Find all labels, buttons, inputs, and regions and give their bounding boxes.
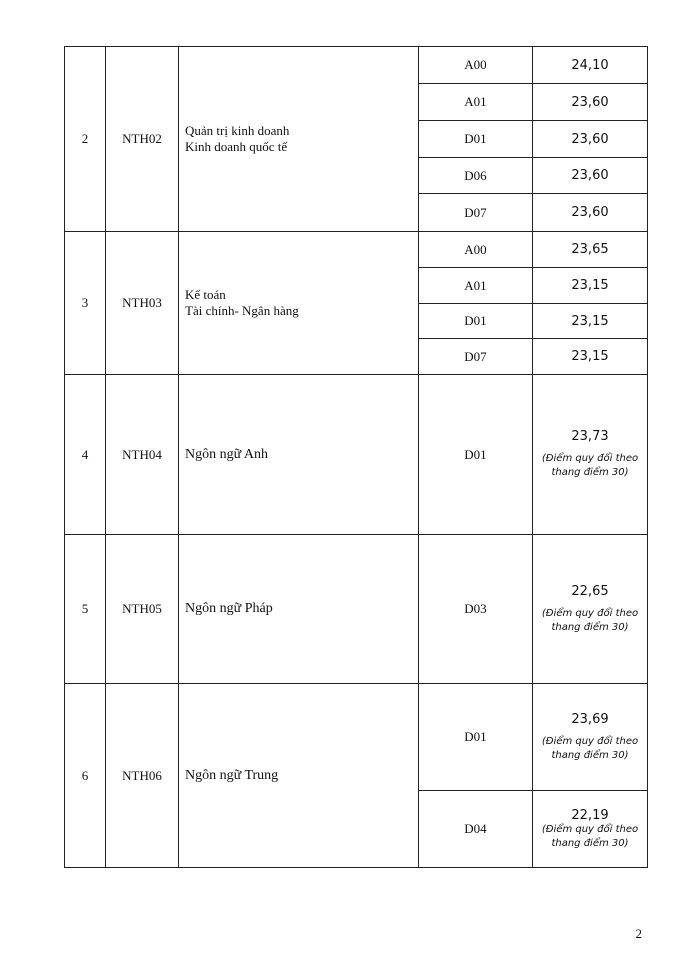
major-name: Tài chính- Ngân hàng xyxy=(185,303,299,318)
row-number: 6 xyxy=(65,684,106,868)
subject-block: D07 xyxy=(419,194,533,232)
program-code: NTH05 xyxy=(106,535,179,684)
score-cell xyxy=(533,121,648,158)
row-number: 4 xyxy=(65,375,106,535)
major-name: Kế toán xyxy=(185,287,226,302)
major-name: Kinh doanh quốc tế xyxy=(185,139,288,154)
table-row xyxy=(65,535,648,684)
score-value: 24,10 xyxy=(571,57,609,73)
score-value: 23,15 xyxy=(571,313,609,329)
program-code: NTH02 xyxy=(106,47,179,232)
page-number: 2 xyxy=(635,926,642,941)
major-cell xyxy=(179,47,419,232)
score-note: (Điểm quy đổi theo thang điểm 30) xyxy=(541,735,639,761)
subject-block: D01 xyxy=(419,684,533,791)
row-number: 2 xyxy=(65,47,106,232)
score-cell xyxy=(533,535,648,684)
score-value: 23,69 xyxy=(571,711,609,727)
subject-block: A00 xyxy=(419,47,533,84)
score-value: 23,73 xyxy=(571,429,609,444)
subject-block: D04 xyxy=(419,791,533,868)
subject-block: D03 xyxy=(419,535,533,684)
subject-block: D01 xyxy=(419,375,533,535)
major-cell xyxy=(179,375,419,535)
row-number: 3 xyxy=(65,232,106,375)
score-cell xyxy=(533,158,648,194)
score-cell xyxy=(533,684,648,791)
score-value: 23,15 xyxy=(571,278,609,293)
major-name: Ngôn ngữ Pháp xyxy=(185,601,273,616)
major-name: Ngôn ngữ Anh xyxy=(185,446,269,462)
score-note: (Điểm quy đổi theo thang điểm 30) xyxy=(541,823,639,849)
subject-block: D01 xyxy=(419,121,533,158)
score-cell xyxy=(533,84,648,121)
subject-block: A01 xyxy=(419,268,533,304)
major-name: Ngôn ngữ Trung xyxy=(185,767,279,783)
subject-block: D07 xyxy=(419,339,533,375)
program-code: NTH06 xyxy=(106,684,179,868)
major-name: Quản trị kinh doanh xyxy=(185,123,290,138)
score-value: 23,60 xyxy=(571,205,609,220)
score-value: 23,65 xyxy=(571,242,609,257)
score-value: 23,60 xyxy=(571,94,609,110)
score-note: (Điểm quy đổi theo thang điểm 30) xyxy=(541,453,639,478)
score-value: 23,60 xyxy=(571,131,609,147)
score-cell xyxy=(533,791,648,868)
admission-score-table xyxy=(64,46,648,868)
subject-block: D01 xyxy=(419,304,533,339)
table-row xyxy=(65,47,648,84)
score-value: 23,15 xyxy=(571,349,609,364)
major-cell xyxy=(179,232,419,375)
subject-block: A00 xyxy=(419,232,533,268)
program-code: NTH04 xyxy=(106,375,179,535)
score-cell xyxy=(533,339,648,375)
score-value: 22,19 xyxy=(571,807,609,823)
score-cell xyxy=(533,304,648,339)
row-number: 5 xyxy=(65,535,106,684)
table-row xyxy=(65,232,648,268)
score-cell xyxy=(533,268,648,304)
subject-block: A01 xyxy=(419,84,533,121)
major-cell xyxy=(179,535,419,684)
subject-block: D06 xyxy=(419,158,533,194)
program-code: NTH03 xyxy=(106,232,179,375)
table-row xyxy=(65,375,648,535)
score-value: 22,65 xyxy=(571,583,609,599)
table-row xyxy=(65,684,648,791)
score-cell xyxy=(533,47,648,84)
score-cell xyxy=(533,375,648,535)
score-cell xyxy=(533,232,648,268)
score-cell xyxy=(533,194,648,232)
major-cell xyxy=(179,684,419,868)
score-value: 23,60 xyxy=(571,168,609,183)
score-note: (Điểm quy đổi theo thang điểm 30) xyxy=(541,607,639,633)
